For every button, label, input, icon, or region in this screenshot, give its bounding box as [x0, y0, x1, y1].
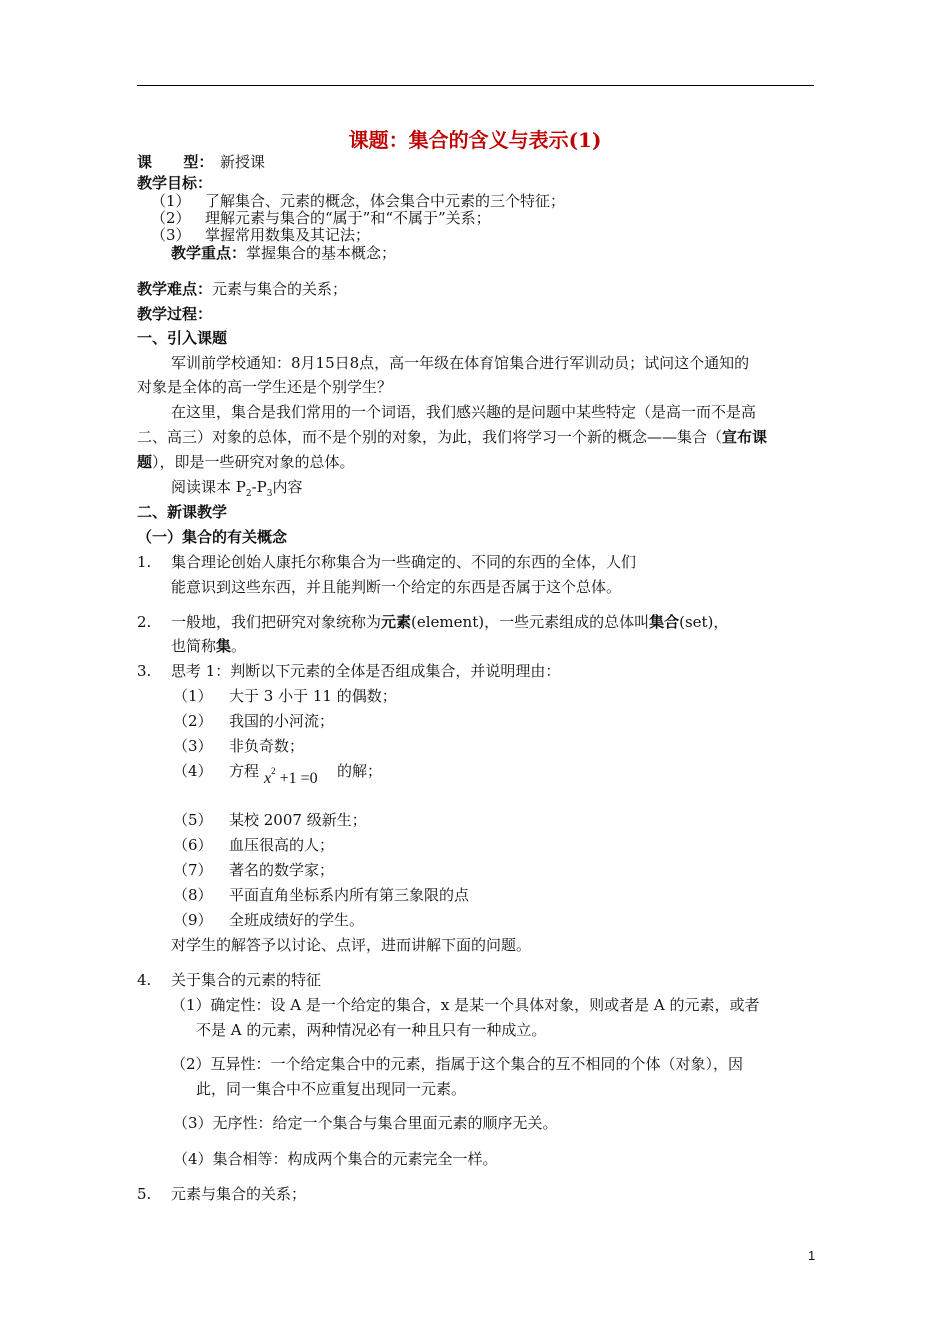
key-point-text: 掌握集合的基本概念；	[246, 244, 397, 262]
item3-text: 思考 1：判断以下元素的全体是否组成集合，并说明理由：	[171, 662, 561, 680]
feature2-line2: 此，同一集合中不应重复出现同一元素。	[196, 1080, 467, 1098]
item2-line2	[171, 637, 246, 655]
feature4: （4）集合相等：构成两个集合的元素完全一样。	[173, 1150, 498, 1168]
item3-after-text: 对学生的解答予以讨论、点评，进而讲解下面的问题。	[171, 936, 532, 954]
item2-num: 2.	[137, 613, 152, 631]
section1-heading: 一、引入课题	[137, 329, 228, 347]
equation-rest: +1 =0	[275, 770, 318, 787]
set-short-term: 集	[216, 637, 232, 655]
subitem-8-text: 平面直角坐标系内所有第三象限的点	[229, 886, 470, 904]
section2-subheading: （一）集合的有关概念	[137, 528, 288, 546]
subitem-3-num: （3）	[173, 737, 213, 755]
subitem-9-text: 全班成绩好的学生。	[229, 911, 365, 929]
goal-2-text: 理解元素与集合的“属于”和“不属于”关系；	[205, 209, 491, 227]
announce-topic-bold: 宣布课	[722, 428, 768, 446]
feature1-line2: 不是 A 的元素，两种情况必有一种且只有一种成立。	[196, 1021, 547, 1039]
key-point-label: 教学重点：	[171, 244, 247, 262]
item2-line1	[171, 613, 728, 631]
subitem-1-num: （1）	[173, 687, 213, 705]
reading-assignment	[171, 478, 303, 503]
section1-p2-line3	[137, 453, 355, 471]
page-title: 课题：集合的含义与表示(1)	[348, 128, 602, 152]
reading-text-a: 阅读课本 P	[171, 478, 246, 496]
item2-text-c: (element)，一些元素组成的总体叫	[411, 613, 650, 631]
difficulty-text: 元素与集合的关系；	[212, 280, 348, 298]
subitem-6-num: （6）	[173, 836, 213, 854]
topic-bold: 题	[137, 453, 153, 471]
subitem-7-text: 著名的数学家；	[229, 861, 335, 879]
goals-heading: 教学目标：	[137, 174, 213, 192]
goal-3-text: 掌握常用数集及其记法；	[205, 226, 371, 244]
item2-line2-b: 。	[231, 637, 247, 655]
section1-p2-line3-text: ），即是一些研究对象的总体。	[152, 453, 355, 471]
section1-p1-line1: 军训前学校通知：8月15日8点，高一年级在体育馆集合进行军训动员；试问这个通知的	[171, 354, 750, 372]
section1-p2-line2-text: 二、高三）对象的总体，而不是个别的对象，为此，我们将学习一个新的概念——集合（	[137, 428, 723, 446]
subitem-4-after: 的解；	[337, 762, 383, 780]
reading-text-b: -P	[251, 478, 267, 496]
subitem-6-text: 血压很高的人；	[229, 836, 335, 854]
item4-num: 4.	[137, 971, 152, 989]
element-term: 元素	[381, 613, 412, 631]
reading-text-c: 内容	[272, 478, 303, 496]
section1-p2-line2	[137, 428, 767, 446]
goal-2-num: （2）	[151, 209, 191, 227]
lesson-type-value: 新授课	[220, 153, 266, 171]
subitem-3-text: 非负奇数；	[229, 737, 305, 755]
reading-sub-2: 3	[266, 489, 273, 499]
equation	[264, 766, 318, 788]
feature2-line1: （2）互异性：一个给定集合中的元素，指属于这个集合的互不相同的个体（对象），因	[171, 1055, 744, 1073]
page-number: 1	[808, 1248, 816, 1263]
feature1-line1: （1）确定性：设 A 是一个给定的集合，x 是某一个具体对象，则或者是 A 的元素，或者	[171, 996, 760, 1014]
equation-exponent: 2	[271, 766, 276, 776]
subitem-1-text: 大于 3 小于 11 的偶数；	[229, 687, 397, 705]
item1-line2: 能意识到这些东西，并且能判断一个给定的东西是否属于这个总体。	[171, 578, 622, 596]
goal-3-num: （3）	[151, 226, 191, 244]
subitem-2-num: （2）	[173, 712, 213, 730]
item5-num: 5.	[137, 1185, 152, 1203]
subitem-9-num: （9）	[173, 911, 213, 929]
item2-text-a: 一般地，我们把研究对象统称为	[171, 613, 382, 631]
item1-num: 1.	[137, 553, 152, 571]
goal-1-num: （1）	[151, 192, 191, 210]
difficulty-label: 教学难点：	[137, 280, 213, 298]
key-point	[171, 244, 396, 262]
process-heading: 教学过程：	[137, 305, 213, 323]
section1-p1-line2: 对象是全体的高一学生还是个别学生？	[137, 378, 393, 396]
subitem-5-text: 某校 2007 级新生；	[229, 811, 367, 829]
item4-text: 关于集合的元素的特征	[171, 971, 322, 989]
equation-var: x	[264, 770, 272, 787]
feature3: （3）无序性：给定一个集合与集合里面元素的顺序无关。	[173, 1114, 558, 1132]
subitem-4-text: 方程	[229, 762, 260, 780]
difficulty	[137, 280, 347, 298]
subitem-7-num: （7）	[173, 861, 213, 879]
section1-p2-line1: 在这里，集合是我们常用的一个词语，我们感兴趣的是问题中某些特定（是高一而不是高	[171, 403, 757, 421]
set-term: 集合	[649, 613, 680, 631]
item5-text: 元素与集合的关系；	[171, 1185, 307, 1203]
item3-num: 3.	[137, 662, 152, 680]
section2-heading: 二、新课教学	[137, 503, 228, 521]
goal-1-text: 了解集合、元素的概念，体会集合中元素的三个特征；	[205, 192, 566, 210]
lesson-type-label: 课 型：	[137, 153, 214, 171]
item1-line1: 集合理论创始人康托尔称集合为一些确定的、不同的东西的全体，人们	[171, 553, 637, 571]
reading-sub-1: 2	[245, 489, 252, 499]
subitem-8-num: （8）	[173, 886, 213, 904]
subitem-4-num: （4）	[173, 762, 213, 780]
subitem-2-text: 我国的小河流；	[229, 712, 335, 730]
subitem-5-num: （5）	[173, 811, 213, 829]
item2-line2-a: 也简称	[171, 637, 217, 655]
header-rule	[137, 85, 814, 86]
item2-text-e: (set)，	[679, 613, 729, 631]
